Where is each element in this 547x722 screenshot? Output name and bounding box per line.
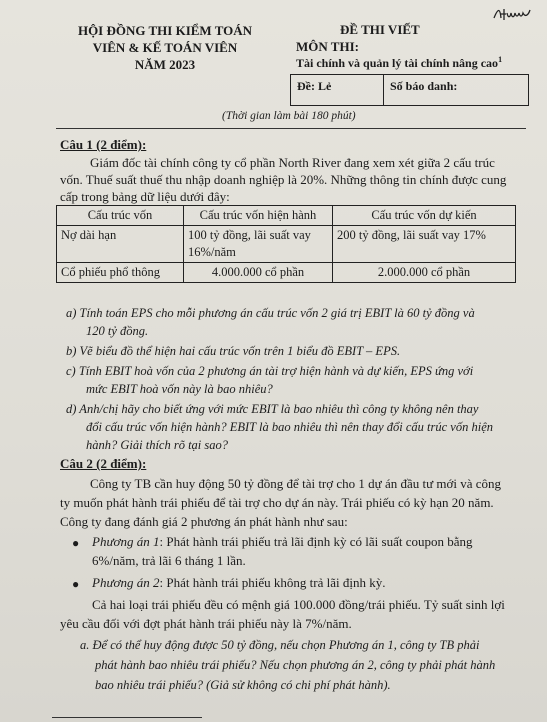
- capital-structure-table: [56, 205, 516, 283]
- signature-mark: [492, 4, 536, 24]
- organizer-line-2: VIÊN & KẾ TOÁN VIÊN: [92, 40, 238, 55]
- question-1a-line-1: a) Tính toán EPS cho mỗi phương án cấu trúc vốn 2 giá trị EBIT là 60 tỷ đồng và: [66, 306, 475, 320]
- table-row: [57, 263, 516, 283]
- table-row: [57, 226, 516, 263]
- option-2-line: [92, 575, 386, 591]
- question-1-intro-line-3: cấp trong bảng dữ liệu dưới đây:: [60, 189, 230, 204]
- header-divider: [56, 128, 526, 129]
- table-cell: [184, 226, 333, 263]
- exam-code-box: [290, 74, 529, 106]
- subject-label: MÔN THI:: [296, 39, 359, 54]
- table-header-row: [57, 206, 516, 226]
- table-cell: 200 tỷ đồng, lãi suất vay 17%: [333, 226, 516, 263]
- table-cell-line: 100 tỷ đồng, lãi suất vay: [188, 228, 311, 242]
- question-1d-line-1: d) Anh/chị hãy cho biết ứng với mức EBIT là bao nhiêu thì công ty không nên thay: [66, 402, 479, 416]
- question-2a-line-3: bao nhiêu trái phiếu? (Giả sử không có chi phí phát hành).: [95, 678, 391, 692]
- table-header-cell: Cấu trúc vốn hiện hành: [184, 206, 333, 226]
- question-1-intro-line-2: vốn. Thuế suất thuế thu nhập doanh nghiệp là 20%. Những thông tin chính được cung: [60, 172, 507, 187]
- organizer-year: NĂM 2023: [134, 57, 196, 72]
- question-2-para-line-4: Cả hai loại trái phiếu đều có mệnh giá 100.000 đồng/trái phiếu. Tỷ suất sinh lợi: [92, 597, 505, 612]
- exam-title: ĐỀ THI VIẾT: [340, 22, 420, 37]
- organizer-line-1: HỘI ĐỒNG THI KIỂM TOÁN: [77, 23, 253, 38]
- question-1a-line-2: 120 tỷ đồng.: [86, 324, 149, 338]
- question-2a-line-2: phát hành bao nhiêu trái phiếu? Nếu chọn phương án 2, công ty phải phát hành: [95, 658, 496, 672]
- footnote-marker: 1: [498, 55, 503, 64]
- candidate-number-field: Số báo danh:: [384, 75, 529, 106]
- option-2-text: : Phát hành trái phiếu không trả lãi định kỳ.: [159, 575, 386, 590]
- question-1-title: Câu 1 (2 điểm):: [60, 137, 147, 152]
- question-2-para-line-1: Công ty TB cần huy động 50 tỷ đồng để tài trợ cho 1 dự án đầu tư mới và công: [90, 476, 502, 491]
- question-2-title: Câu 2 (2 điểm):: [60, 456, 147, 471]
- subject-title: [296, 55, 502, 71]
- bullet-icon: ●: [72, 536, 80, 550]
- footnote-divider: [52, 717, 202, 718]
- option-1-text: : Phát hành trái phiếu trả lãi định kỳ có lãi suất coupon bằng: [159, 534, 473, 549]
- question-2-para-line-3: Công ty đang đánh giá 2 phương án phát hành như sau:: [60, 514, 348, 529]
- question-2a-line-1: a. Để có thể huy động được 50 tỷ đồng, nếu chọn Phương án 1, công ty TB phải: [80, 638, 480, 652]
- question-1d-line-2: đổi cấu trúc vốn hiện hành? EBIT là bao nhiêu thì nên thay đổi cấu trúc vốn hiện: [86, 420, 493, 434]
- table-cell: 4.000.000 cổ phần: [184, 263, 333, 283]
- option-2-label: Phương án 2: [92, 575, 160, 590]
- table-header-cell: Cấu trúc vốn dự kiến: [333, 206, 516, 226]
- table-cell: Cổ phiếu phổ thông: [57, 263, 184, 283]
- bullet-icon: ●: [72, 577, 80, 591]
- question-2-para-line-2: ty muốn phát hành trái phiếu để tài trợ cho dự án này. Trái phiếu có kỳ hạn 20 năm.: [60, 495, 494, 510]
- question-1d-line-3: hành? Giải thích rõ tại sao?: [86, 438, 229, 452]
- organizer-header: [60, 22, 270, 73]
- table-cell: Nợ dài hạn: [57, 226, 184, 263]
- table-cell-line: 16%/năm: [188, 245, 236, 259]
- option-1-line-1: [92, 534, 473, 550]
- question-1b-line-1: b) Vẽ biểu đồ thể hiện hai cấu trúc vốn trên 1 biểu đồ EBIT – EPS.: [66, 344, 401, 358]
- subject-text: Tài chính và quản lý tài chính nâng cao: [296, 56, 499, 70]
- question-2-para-line-5: yêu cầu đối với đợt phát hành trái phiếu này là 7%/năm.: [60, 616, 352, 631]
- question-1c-line-1: c) Tính EBIT hoà vốn của 2 phương án tài trợ hiện hành và dự kiến, EPS ứng với: [66, 364, 474, 378]
- question-1c-line-2: mức EBIT hoà vốn này là bao nhiêu?: [86, 382, 273, 396]
- exam-variant: Đề: Lẻ: [291, 75, 384, 106]
- question-1-intro-line-1: Giám đốc tài chính công ty cổ phần North River đang xem xét giữa 2 cấu trúc: [90, 155, 495, 170]
- option-1-line-2: 6%/năm, trả lãi 6 tháng 1 lần.: [92, 553, 246, 568]
- table-cell: 2.000.000 cổ phần: [333, 263, 516, 283]
- option-1-label: Phương án 1: [92, 534, 160, 549]
- exam-duration: (Thời gian làm bài 180 phút): [222, 110, 356, 122]
- table-header-cell: Cấu trúc vốn: [57, 206, 184, 226]
